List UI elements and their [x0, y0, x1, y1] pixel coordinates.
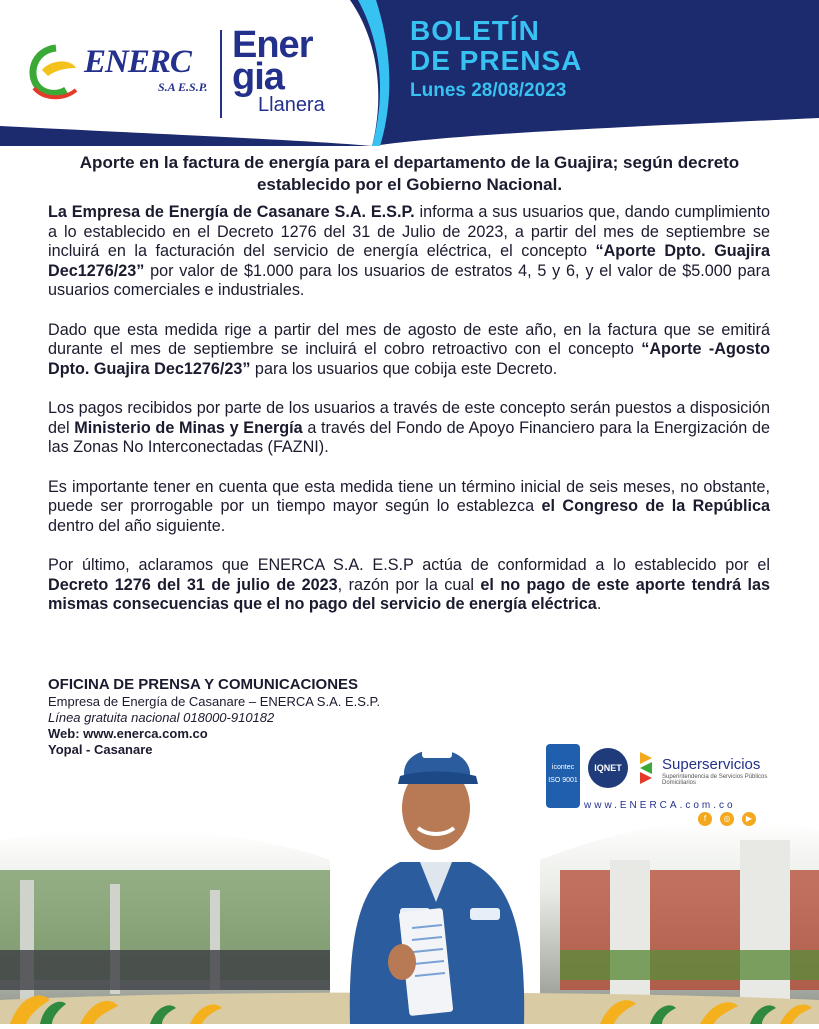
facebook-icon[interactable]: f — [698, 812, 712, 826]
icontec-badge — [546, 744, 580, 808]
superservicios-sub: Superintendencia de Servicios Públicos Domiciliarios — [662, 774, 768, 786]
icontec-label: icontec — [551, 764, 575, 771]
bold-text: el no pago de este aporte tendrá las mismas consecuencias que el no pago del servicio de energía eléctrica — [48, 575, 771, 613]
energia-line1: Ener — [232, 24, 313, 66]
superservicios-icon — [636, 750, 656, 786]
text: informa a sus usuarios que, dando cumplimiento a lo establecido en el Decreto 1276 del 31 de Julio de 2023, a partir del mes de septiembre se incluirá en la facturación del servicio de energía eléctrica, el concepto — [48, 203, 770, 260]
text: Los pagos recibidos por parte de los usuarios a través de este concepto serán puestos a disposición del — [48, 399, 770, 437]
contact-phone: Línea gratuita nacional 018000-910182 — [48, 710, 275, 725]
text: , razón por la cual — [337, 575, 481, 594]
text: Es importante tener en cuenta que esta medida tiene un término inicial de seis meses, no obstante, puede ser prorrogable por un tiempo mayor según lo establezca — [48, 477, 770, 515]
text: para los usuarios que cobija este Decreto. — [250, 359, 558, 378]
article-body — [48, 203, 770, 635]
enerca-suffix: S.A E.S.P. — [158, 80, 208, 94]
social-icons — [698, 812, 758, 828]
footer-website-link[interactable]: www.ENERCA.com.co — [584, 800, 736, 811]
contact-company: Empresa de Energía de Casanare – ENERCA S.A. E.S.P. — [48, 694, 381, 709]
energia-line2: gia — [232, 56, 284, 98]
contact-city: Yopal - Casanare — [48, 742, 153, 757]
paragraph-3 — [48, 399, 770, 458]
energia-line3: Llanera — [258, 94, 325, 116]
bulletin-title-line1: BOLETÍN — [410, 15, 540, 46]
paragraph-2 — [48, 321, 770, 380]
icontec-iso: ISO 9001 — [548, 777, 578, 784]
bulletin-date: Lunes 28/08/2023 — [410, 80, 567, 101]
text: por valor de $1.000 para los usuarios de estratos 4, 5 y 6, y el valor de $5.000 para usuarios comerciales e industriales. — [48, 261, 770, 299]
bold-text: La Empresa de Energía de Casanare S.A. E.S.P. — [48, 203, 415, 221]
youtube-icon[interactable]: ▶ — [742, 812, 756, 826]
logo-divider — [220, 30, 222, 118]
bold-text: Ministerio de Minas y Energía — [74, 418, 303, 437]
text: Por último, aclaramos que ENERCA S.A. E.S.P actúa de conformidad a lo establecido por el — [48, 556, 770, 574]
header-banner — [0, 0, 819, 146]
bold-text: Decreto 1276 del 31 de julio de 2023 — [48, 575, 338, 594]
paragraph-1 — [48, 203, 770, 301]
bulletin-title-line2: DE PRENSA — [410, 45, 583, 76]
headline: Aporte en la factura de energía para el departamento de la Guajira; según decreto establecido por el Gobierno Nacional. — [79, 153, 740, 194]
bold-text: “Aporte Dpto. Guajira Dec1276/23” — [48, 242, 770, 280]
bulletin-title-block — [410, 16, 582, 102]
enerca-logo — [26, 36, 216, 106]
bold-text: el Congreso de la República — [541, 497, 770, 515]
paragraph-4 — [48, 478, 770, 537]
contact-web-link[interactable]: Web: www.enerca.com.co — [48, 726, 208, 741]
energia-llanera-logo — [232, 24, 342, 118]
bold-text: “Aporte -Agosto Dpto. Guajira Dec1276/23” — [48, 340, 770, 378]
superservicios-label: Superservicios — [662, 756, 761, 773]
certifications — [546, 744, 796, 834]
iqnet-label: IQNET — [594, 763, 622, 773]
enerca-swirl-icon — [26, 40, 86, 104]
technician-illustration — [320, 732, 550, 1024]
instagram-icon[interactable]: ◎ — [720, 812, 734, 826]
enerca-name: ENERC — [84, 44, 191, 80]
text: Dado que esta medida rige a partir del mes de agosto de este año, en la factura que se emitirá durante el mes de septiembre se incluirá el cobro retroactivo con el concepto — [48, 320, 770, 358]
text: a través del Fondo de Apoyo Financiero para la Energización de las Zonas No Interconectadas (FAZNI). — [48, 418, 770, 456]
technician-photo — [320, 732, 550, 1024]
contact-title: OFICINA DE PRENSA Y COMUNICACIONES — [48, 676, 359, 693]
text: dentro del año siguiente. — [48, 516, 226, 535]
paragraph-5 — [48, 556, 770, 615]
text: . — [596, 595, 602, 613]
iqnet-badge — [588, 748, 628, 788]
